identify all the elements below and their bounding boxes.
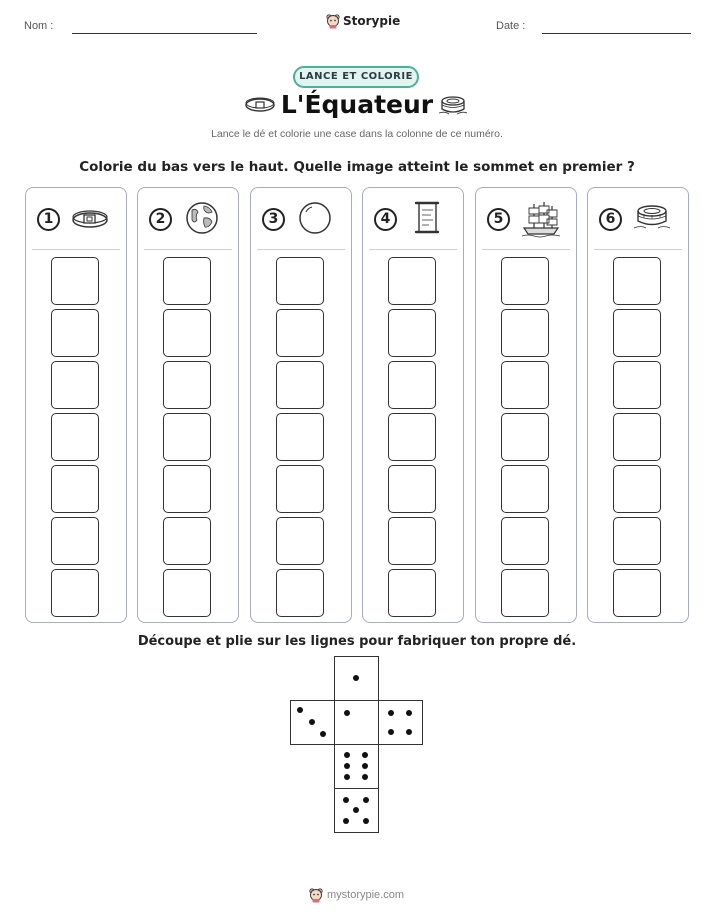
column-6 — [587, 187, 689, 623]
column-divider — [369, 249, 457, 250]
color-cell[interactable] — [276, 309, 324, 357]
die-pip — [344, 774, 350, 780]
activity-badge: LANCE ET COLORIE — [293, 66, 419, 88]
color-cell[interactable] — [613, 465, 661, 513]
color-cell[interactable] — [276, 413, 324, 461]
color-cell[interactable] — [388, 465, 436, 513]
column-3 — [250, 187, 352, 623]
name-label: Nom : — [24, 20, 54, 32]
color-cell[interactable] — [501, 309, 549, 357]
storypie-mascot-icon — [309, 887, 323, 903]
column-header — [26, 188, 126, 250]
column-divider — [482, 249, 570, 250]
die-pip — [363, 797, 369, 803]
column-divider — [144, 249, 232, 250]
die-pip — [388, 729, 394, 735]
color-cell[interactable] — [388, 361, 436, 409]
color-cell[interactable] — [388, 517, 436, 565]
globe-icon — [182, 200, 222, 236]
die-pip — [353, 675, 359, 681]
color-cell[interactable] — [163, 309, 211, 357]
scroll-map-icon — [407, 200, 447, 236]
instruction-text: Colorie du bas vers le haut. Quelle image atteint le sommet en premier ? — [79, 159, 635, 175]
color-cell[interactable] — [163, 517, 211, 565]
die-face-left[interactable] — [290, 700, 335, 745]
die-pip — [362, 774, 368, 780]
column-number: 5 — [487, 208, 510, 231]
sphere-icon — [295, 200, 335, 236]
color-cell[interactable] — [388, 257, 436, 305]
brand-name: Storypie — [343, 14, 401, 28]
well-title-icon — [437, 95, 469, 117]
color-cell[interactable] — [276, 257, 324, 305]
column-2 — [137, 187, 239, 623]
color-cell[interactable] — [388, 413, 436, 461]
color-cell[interactable] — [613, 517, 661, 565]
column-header — [251, 188, 351, 250]
footer-site-link[interactable]: mystorypie.com — [327, 889, 405, 901]
color-cell[interactable] — [613, 569, 661, 617]
column-5 — [475, 187, 577, 623]
color-cell[interactable] — [51, 465, 99, 513]
column-header — [588, 188, 688, 250]
color-cell[interactable] — [51, 413, 99, 461]
color-cell[interactable] — [501, 361, 549, 409]
well-icon — [632, 200, 672, 236]
color-cell[interactable] — [51, 309, 99, 357]
column-header — [476, 188, 576, 250]
color-cell[interactable] — [501, 569, 549, 617]
color-cell[interactable] — [51, 257, 99, 305]
color-cell[interactable] — [501, 413, 549, 461]
color-cell[interactable] — [501, 257, 549, 305]
worksheet-title: L'Équateur — [280, 90, 434, 119]
column-divider — [32, 249, 120, 250]
column-number: 3 — [262, 208, 285, 231]
die-pip — [343, 797, 349, 803]
color-cell[interactable] — [501, 517, 549, 565]
die-pip — [309, 719, 315, 725]
color-cell[interactable] — [163, 361, 211, 409]
die-face-right[interactable] — [378, 700, 423, 745]
storypie-mascot-icon — [326, 13, 340, 29]
color-cell[interactable] — [51, 361, 99, 409]
color-cell[interactable] — [163, 465, 211, 513]
die-pip — [344, 752, 350, 758]
footer — [309, 887, 404, 903]
date-label: Date : — [496, 20, 526, 32]
die-face-lower[interactable] — [334, 744, 379, 789]
die-pip — [362, 752, 368, 758]
color-cell[interactable] — [276, 517, 324, 565]
column-number: 2 — [149, 208, 172, 231]
column-divider — [594, 249, 682, 250]
color-cell[interactable] — [163, 413, 211, 461]
die-pip — [320, 731, 326, 737]
color-cell[interactable] — [613, 309, 661, 357]
color-cell[interactable] — [276, 569, 324, 617]
die-face-center[interactable] — [334, 700, 379, 745]
die-instruction: Découpe et plie sur les lignes pour fabriquer ton propre dé. — [137, 634, 577, 649]
color-cell[interactable] — [51, 569, 99, 617]
belt-icon — [70, 200, 110, 236]
date-line[interactable] — [542, 33, 691, 34]
column-header — [363, 188, 463, 250]
column-number: 1 — [37, 208, 60, 231]
column-number: 6 — [599, 208, 622, 231]
die-face-bottom[interactable] — [334, 788, 379, 833]
color-cell[interactable] — [388, 309, 436, 357]
column-header — [138, 188, 238, 250]
color-cell[interactable] — [501, 465, 549, 513]
color-cell[interactable] — [163, 257, 211, 305]
color-cell[interactable] — [613, 257, 661, 305]
name-line[interactable] — [72, 33, 257, 34]
column-4 — [362, 187, 464, 623]
die-pip — [406, 710, 412, 716]
column-number: 4 — [374, 208, 397, 231]
ship-icon — [520, 200, 562, 238]
color-cell[interactable] — [276, 361, 324, 409]
die-pip — [343, 818, 349, 824]
color-cell[interactable] — [613, 361, 661, 409]
color-cell[interactable] — [613, 413, 661, 461]
column-1 — [25, 187, 127, 623]
die-pip — [353, 807, 359, 813]
die-pip — [297, 707, 303, 713]
die-face-top[interactable] — [334, 656, 379, 701]
die-pip — [406, 729, 412, 735]
die-pip — [388, 710, 394, 716]
color-cell[interactable] — [276, 465, 324, 513]
die-pip — [362, 763, 368, 769]
color-cell[interactable] — [163, 569, 211, 617]
die-pip — [363, 818, 369, 824]
worksheet-subtitle: Lance le dé et colorie une case dans la colonne de ce numéro. — [211, 128, 503, 140]
color-cell[interactable] — [51, 517, 99, 565]
die-pip — [344, 710, 350, 716]
column-divider — [257, 249, 345, 250]
die-pip — [344, 763, 350, 769]
brand-logo — [326, 13, 400, 29]
color-cell[interactable] — [388, 569, 436, 617]
